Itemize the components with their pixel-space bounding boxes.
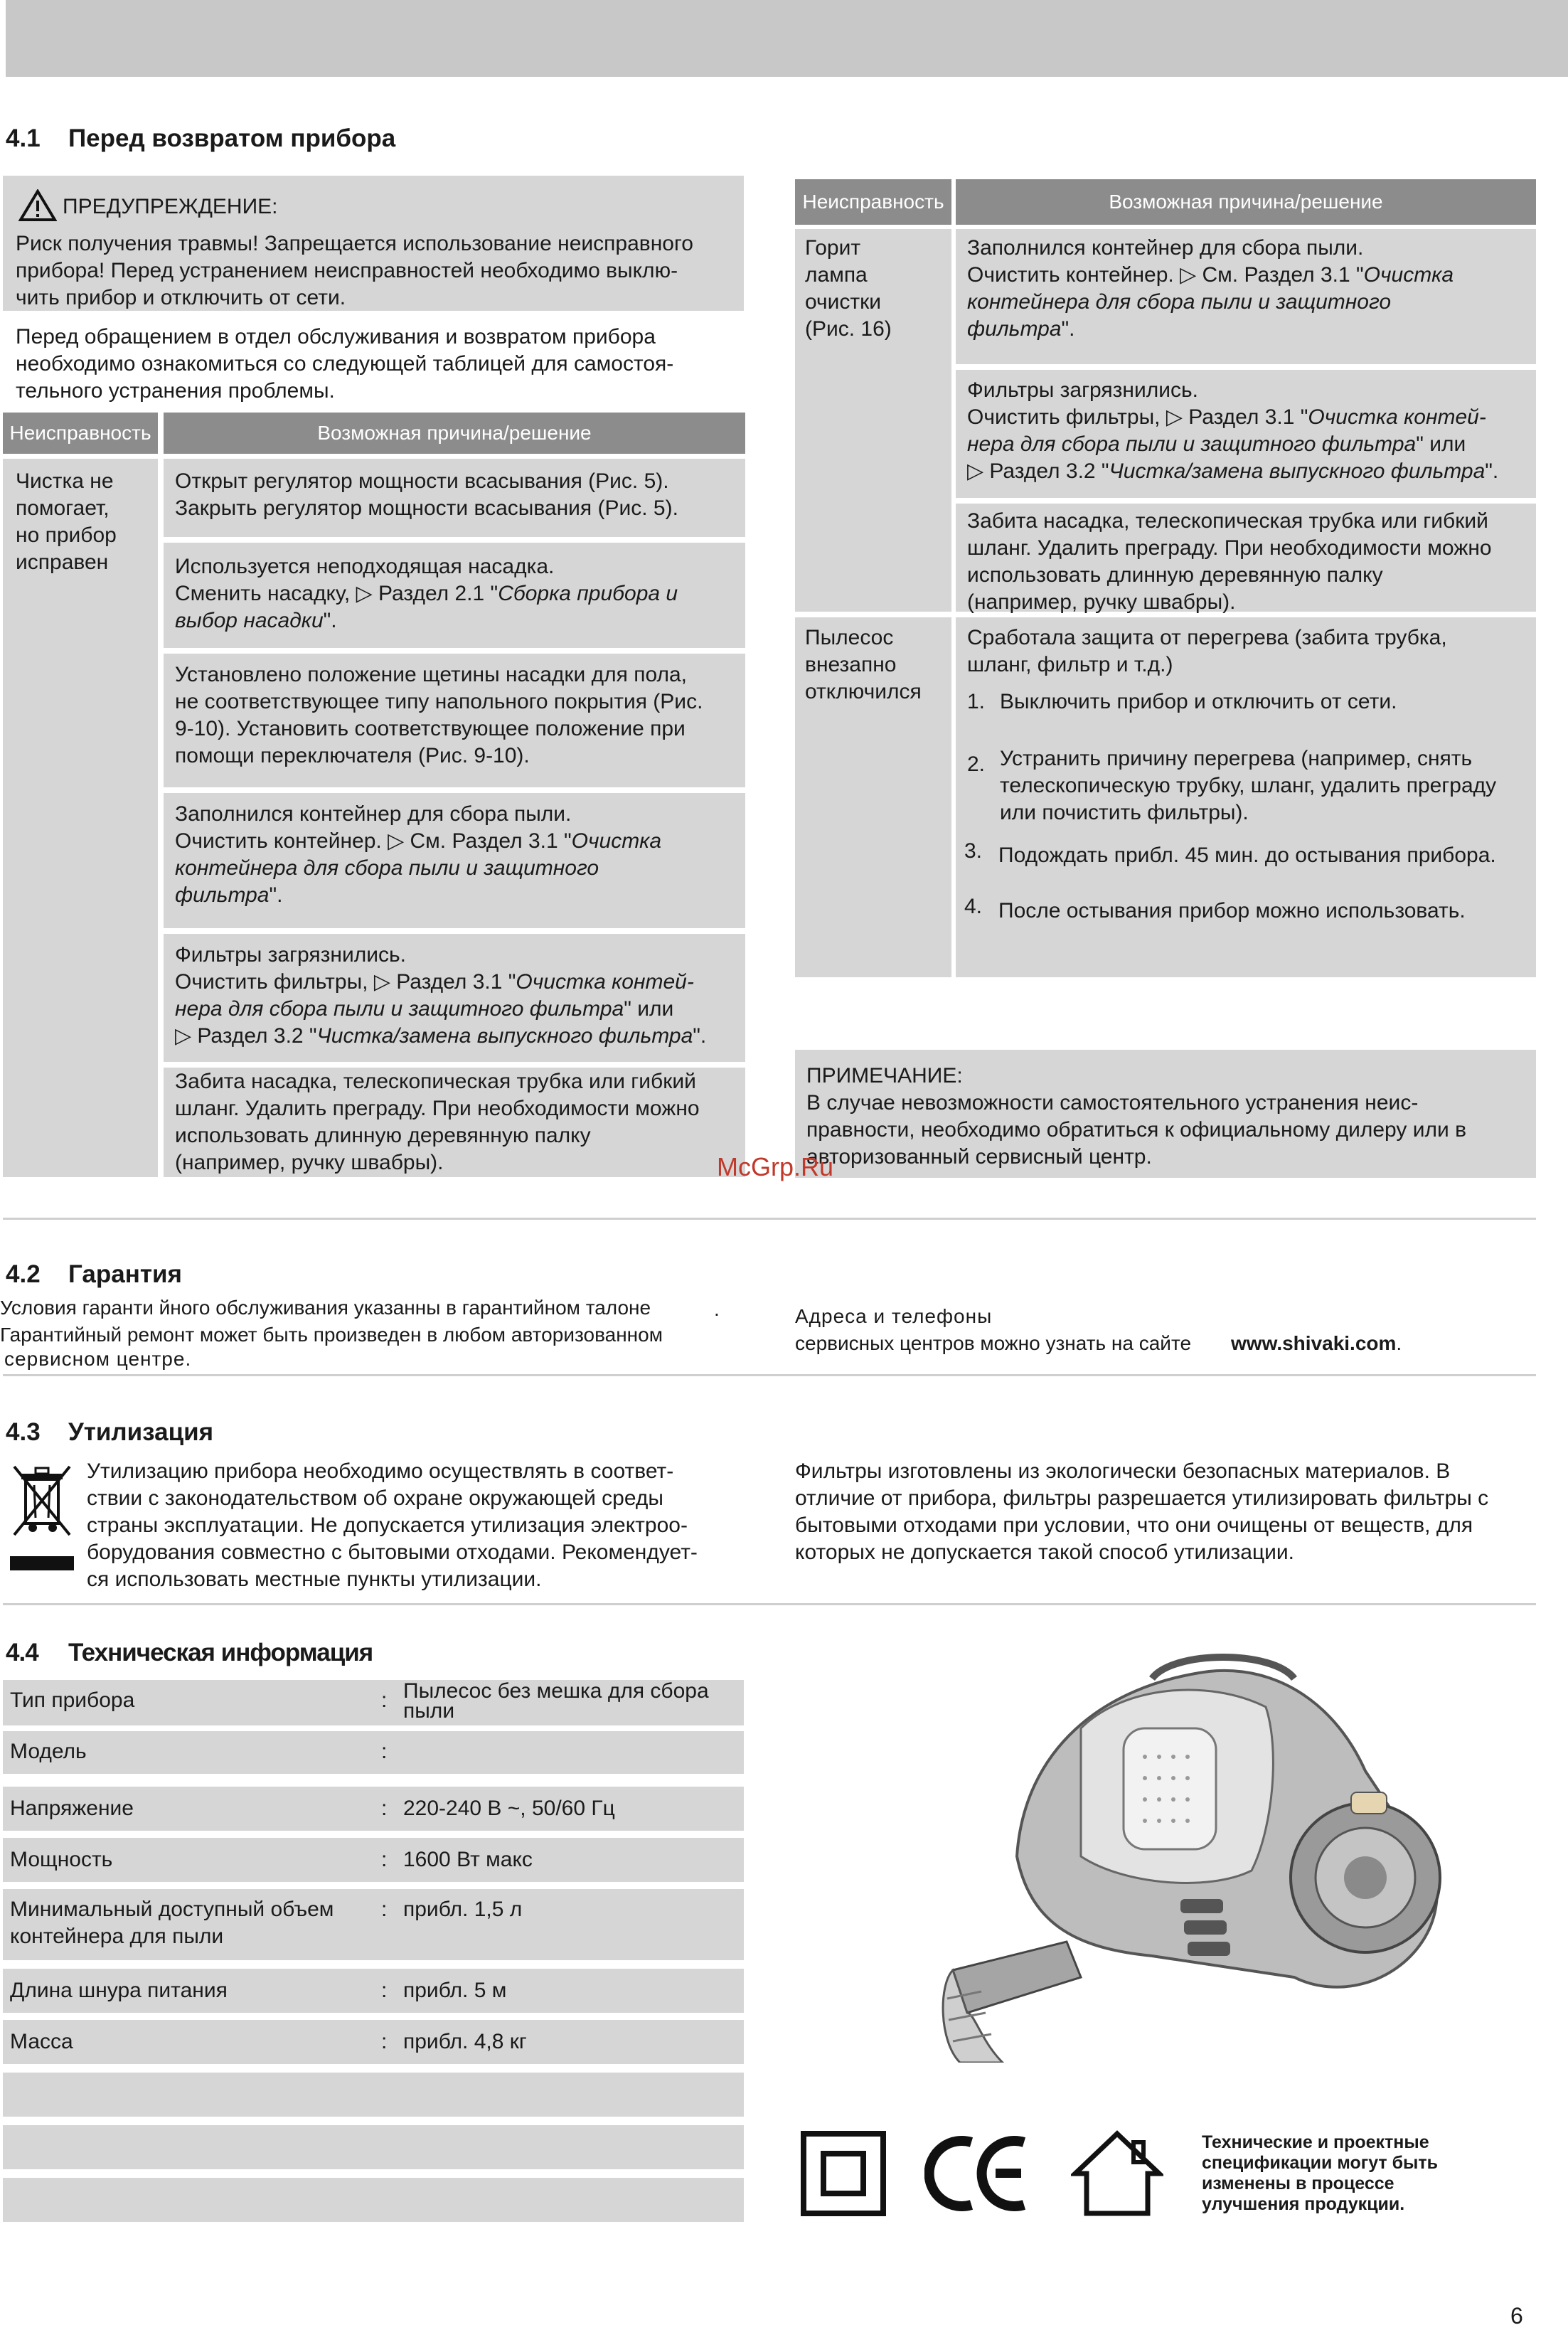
fault-text: исправен — [16, 550, 109, 574]
cause-text: Закрыть регулятор мощности всасывания (Рис. 5). — [175, 496, 678, 520]
fault-text: отключился — [805, 680, 922, 703]
spec-row-type: Тип прибора : Пылесос без мешка для сбора пыли — [3, 1680, 744, 1725]
page-number: 6 — [1510, 2303, 1523, 2329]
warning-line: прибора! Перед устранением неисправностей необходимо выклю- — [16, 259, 678, 282]
cause-text: фильтра". — [175, 883, 283, 907]
cause-text: Используется неподходящая насадка. — [175, 555, 555, 578]
note-title: ПРИМЕЧАНИЕ: — [806, 1064, 963, 1087]
spec-row-empty — [3, 2178, 744, 2222]
warranty-line: сервисном центре. — [4, 1348, 192, 1370]
cause-text: ▷ Раздел 3.2 "Чистка/замена выпускного фильтра". — [967, 459, 1499, 483]
warning-icon — [18, 189, 57, 222]
step-number: 1. — [967, 690, 986, 713]
cause-text: использовать длинную деревянную палку — [967, 563, 1383, 587]
vacuum-cleaner-illustration — [939, 1643, 1479, 2063]
cause-text: Фильтры загрязнились. — [967, 378, 1198, 402]
section-4-3-heading: 4.3 Утилизация — [6, 1418, 214, 1446]
cause-text: нера для сбора пыли и защитного фильтра" или — [175, 997, 674, 1021]
warranty-dot: . — [714, 1298, 720, 1320]
step-text: Подождать прибл. 45 мин. до остывания прибора. — [998, 844, 1496, 867]
filter-disposal-line: бытовыми отходами при условии, что они очищены от веществ, для — [795, 1514, 1473, 1537]
fault-text: помогает, — [16, 496, 110, 520]
disposal-line: борудования совместно с бытовыми отходами. Рекомендует- — [87, 1541, 698, 1564]
filter-disposal-line: которых не допускается такой способ утилизации. — [795, 1541, 1295, 1564]
cause-text: Фильтры загрязнились. — [175, 943, 406, 967]
cause-text: Открыт регулятор мощности всасывания (Рис. 5). — [175, 469, 669, 493]
cause-text: Очистить фильтры, ▷ Раздел 3.1 "Очистка контей- — [175, 970, 694, 994]
fault-text: (Рис. 16) — [805, 317, 892, 341]
warranty-line: Гарантийный ремонт может быть произведен в любом авторизованном — [0, 1324, 663, 1346]
step-text: Устранить причину перегрева (например, снять — [1000, 747, 1473, 770]
spec-row-cord: Длина шнура питания : прибл. 5 м — [3, 1969, 744, 2013]
warranty-line: Условия гаранти йного обслуживания указанны в гарантийном талоне — [0, 1297, 651, 1319]
weee-bin-icon — [10, 1464, 74, 1570]
step-text: Выключить прибор и отключить от сети. — [1000, 690, 1397, 713]
cause-text: Забита насадка, телескопическая трубка или гибкий — [175, 1070, 696, 1093]
cause-text: шланг. Удалить преграду. При необходимости можно — [175, 1097, 700, 1120]
fault-text: очистки — [805, 290, 882, 314]
warning-line: Риск получения травмы! Запрещается использование неисправного — [16, 232, 693, 255]
spec-row-power: Мощность : 1600 Вт макс — [3, 1838, 744, 1882]
note-line: В случае невозможности самостоятельного устранения неис- — [806, 1091, 1419, 1115]
cause-text: Заполнился контейнер для сбора пыли. — [175, 802, 572, 826]
warning-title: ПРЕДУПРЕЖДЕНИЕ: — [63, 195, 278, 218]
spec-row-volume: Минимальный доступный объем контейнера для пыли : прибл. 1,5 л — [3, 1889, 744, 1960]
cause-text: Очистить контейнер. ▷ См. Раздел 3.1 "Очистка — [175, 829, 662, 853]
intro-line: тельного устранения проблемы. — [16, 379, 335, 403]
cause-text: Очистить контейнер. ▷ См. Раздел 3.1 "Очистка — [967, 263, 1454, 287]
note-line: авторизованный сервисный центр. — [806, 1145, 1152, 1169]
divider — [3, 1218, 1536, 1220]
section-4-4-heading: 4.4 Техническая информация — [6, 1639, 373, 1666]
spec-change-note: Технические и проектные — [1202, 2132, 1429, 2152]
fault-text: Пылесос — [805, 626, 894, 649]
filter-disposal-line: отличие от прибора, фильтры разрешается утилизировать фильтры с — [795, 1486, 1489, 1510]
cause-text: помощи переключателя (Рис. 9-10). — [175, 744, 530, 767]
spec-row-voltage: Напряжение : 220-240 В ~, 50/60 Гц — [3, 1787, 744, 1831]
step-text: или почистить фильтры). — [1000, 801, 1249, 824]
cause-text: выбор насадки". — [175, 609, 337, 632]
divider — [3, 1603, 1536, 1605]
double-insulation-icon — [801, 2131, 886, 2216]
fault-text: внезапно — [805, 653, 897, 676]
spec-row-empty — [3, 2073, 744, 2117]
cause-text: Установлено положение щетины насадки для пола, — [175, 663, 688, 686]
header-bar — [6, 0, 1568, 77]
disposal-line: Утилизацию прибора необходимо осуществлять в соответ- — [87, 1459, 674, 1483]
cause-text: нера для сбора пыли и защитного фильтра" или — [967, 432, 1466, 456]
spec-change-note: изменены в процессе — [1202, 2174, 1394, 2193]
col-header-cause: Возможная причина/решение — [956, 179, 1536, 225]
cause-text: (например, ручку швабры). — [967, 590, 1236, 614]
warning-line: чить прибор и отключить от сети. — [16, 286, 346, 309]
cause-text: (например, ручку швабры). — [175, 1151, 444, 1174]
col-header-fault: Неисправность — [795, 179, 951, 225]
disposal-line: ствии с законодательством об охране окружающей среды — [87, 1486, 663, 1510]
cause-text: использовать длинную деревянную палку — [175, 1124, 591, 1147]
website-link[interactable]: www.shivaki.com — [1231, 1332, 1397, 1354]
spec-row-empty — [3, 2125, 744, 2169]
cause-text: не соответствующее типу напольного покрытия (Рис. — [175, 690, 703, 713]
disposal-line: ся использовать местные пункты утилизации. — [87, 1568, 542, 1591]
cause-text: ▷ Раздел 3.2 "Чистка/замена выпускного фильтра". — [175, 1024, 707, 1048]
cause-text: шланг, фильтр и т.д.) — [967, 653, 1173, 676]
cause-text: 9-10). Установить соответствующее положение при — [175, 717, 686, 740]
cause-text: Сменить насадку, ▷ Раздел 2.1 "Сборка прибора и — [175, 582, 678, 605]
spec-change-note: спецификации могут быть — [1202, 2153, 1439, 2173]
step-number: 4. — [964, 895, 983, 918]
section-4-1-heading: 4.1 Перед возвратом прибора — [6, 124, 396, 152]
divider — [3, 1374, 1536, 1376]
cause-text: Очистить фильтры, ▷ Раздел 3.1 "Очистка контей- — [967, 405, 1486, 429]
cause-text: Заполнился контейнер для сбора пыли. — [967, 236, 1364, 260]
intro-line: необходимо ознакомиться со следующей таблицей для самостоя- — [16, 352, 674, 376]
cause-text: фильтра". — [967, 317, 1075, 341]
cause-text: контейнера для сбора пыли и защитного — [967, 290, 1392, 314]
cause-text: Сработала защита от перегрева (забита трубка, — [967, 626, 1447, 649]
ce-mark-icon — [924, 2134, 1031, 2213]
warranty-contacts: Адреса и телефоны — [795, 1305, 993, 1327]
fault-text: но прибор — [16, 523, 117, 547]
col-header-cause: Возможная причина/решение — [164, 413, 745, 454]
step-number: 2. — [967, 752, 986, 776]
section-4-2-heading: 4.2 Гарантия — [6, 1260, 182, 1288]
disposal-line: страны эксплуатации. Не допускается утилизация электроо- — [87, 1514, 688, 1537]
spec-row-model: Модель : — [3, 1731, 744, 1774]
intro-line: Перед обращением в отдел обслуживания и возвратом прибора — [16, 325, 656, 349]
warranty-contacts: сервисных центров можно узнать на сайте www.shivaki.com. — [795, 1332, 1402, 1354]
cause-text: шланг. Удалить преграду. При необходимости можно — [967, 536, 1492, 560]
indoor-use-icon — [1071, 2129, 1163, 2216]
step-text: телескопическую трубку, шланг, удалить преграду — [1000, 774, 1497, 797]
filter-disposal-line: Фильтры изготовлены из экологически безопасных материалов. В — [795, 1459, 1451, 1483]
cause-text: Забита насадка, телескопическая трубка или гибкий — [967, 509, 1488, 533]
spec-row-mass: Масса : прибл. 4,8 кг — [3, 2020, 744, 2064]
col-header-fault: Неисправность — [3, 413, 158, 454]
step-number: 3. — [964, 839, 983, 863]
fault-text: Горит — [805, 236, 861, 260]
watermark: McGrp.Ru — [717, 1152, 834, 1181]
spec-change-note: улучшения продукции. — [1202, 2194, 1405, 2214]
fault-text: лампа — [805, 263, 868, 287]
fault-text: Чистка не — [16, 469, 114, 493]
cause-text: контейнера для сбора пыли и защитного — [175, 856, 599, 880]
note-line: правности, необходимо обратиться к официальному дилеру или в — [806, 1118, 1467, 1142]
step-text: После остывания прибор можно использовать. — [998, 899, 1466, 922]
